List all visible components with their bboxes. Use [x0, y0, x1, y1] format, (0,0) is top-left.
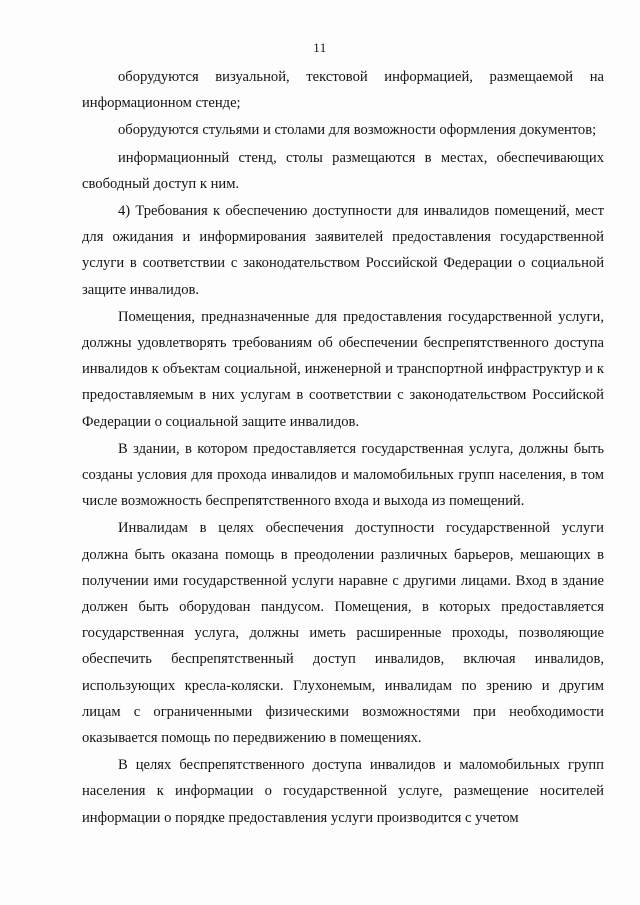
- paragraph-premises-requirements: Помещения, предназначенные для предоставления государственной услуги, должны удовлетворять требованиям об обеспечении беспрепятственного доступа инвалидов к объектам социальной, инженерной и транспортной инфраструктур и к предоставляемым в них услугам в соответствии с законодательством Российской Федерации о социальной защите инвалидов.: [82, 308, 604, 430]
- document-body: [82, 64, 604, 831]
- paragraph-assistance: Инвалидам в целях обеспечения доступности государственной услуги должна быть оказана помощь в преодолении различных барьеров, мешающих в получении ими государственной услуги наравне с другими лицами. Вход в здание должен быть оборудован пандусом. Помещения, в которых предоставляется государственная услуга, должны иметь расширенные проходы, позволяющие обеспечить беспрепятственный доступ инвалидов, включая инвалидов, использующих кресла-коляски. Глухонемым, инвалидам по зрению и другим лицам с ограниченными физическими возможностями при необходимости оказывается помощь по передвижению в помещениях.: [82, 520, 604, 747]
- paragraph-information-access: В целях беспрепятственного доступа инвалидов и маломобильных групп населения к информации о государственной услуге, размещение носителей информации о порядке предоставления услуги производится с учетом: [82, 757, 604, 826]
- paragraph-chairs-tables: оборудуются стульями и столами для возможности оформления документов;: [118, 122, 597, 139]
- paragraph-stand-info: оборудуются визуальной, текстовой информацией, размещаемой на информационном стенде;: [82, 69, 604, 112]
- paragraph-stand-placement: информационный стенд, столы размещаются в местах, обеспечивающих свободный доступ к ним.: [82, 149, 604, 192]
- page-number: 11: [313, 40, 327, 55]
- paragraph-building-conditions: В здании, в котором предоставляется государственная услуга, должны быть созданы условия для прохода инвалидов и маломобильных групп населения, в том числе возможность беспрепятственного входа и выхода из помещений.: [82, 440, 604, 510]
- paragraph-accessibility-requirements: 4) Требования к обеспечению доступности для инвалидов помещений, мест для ожидания и информирования заявителей предоставления государственной услуги в соответствии с законодательством Российской Федерации о социальной защите инвалидов.: [82, 203, 604, 298]
